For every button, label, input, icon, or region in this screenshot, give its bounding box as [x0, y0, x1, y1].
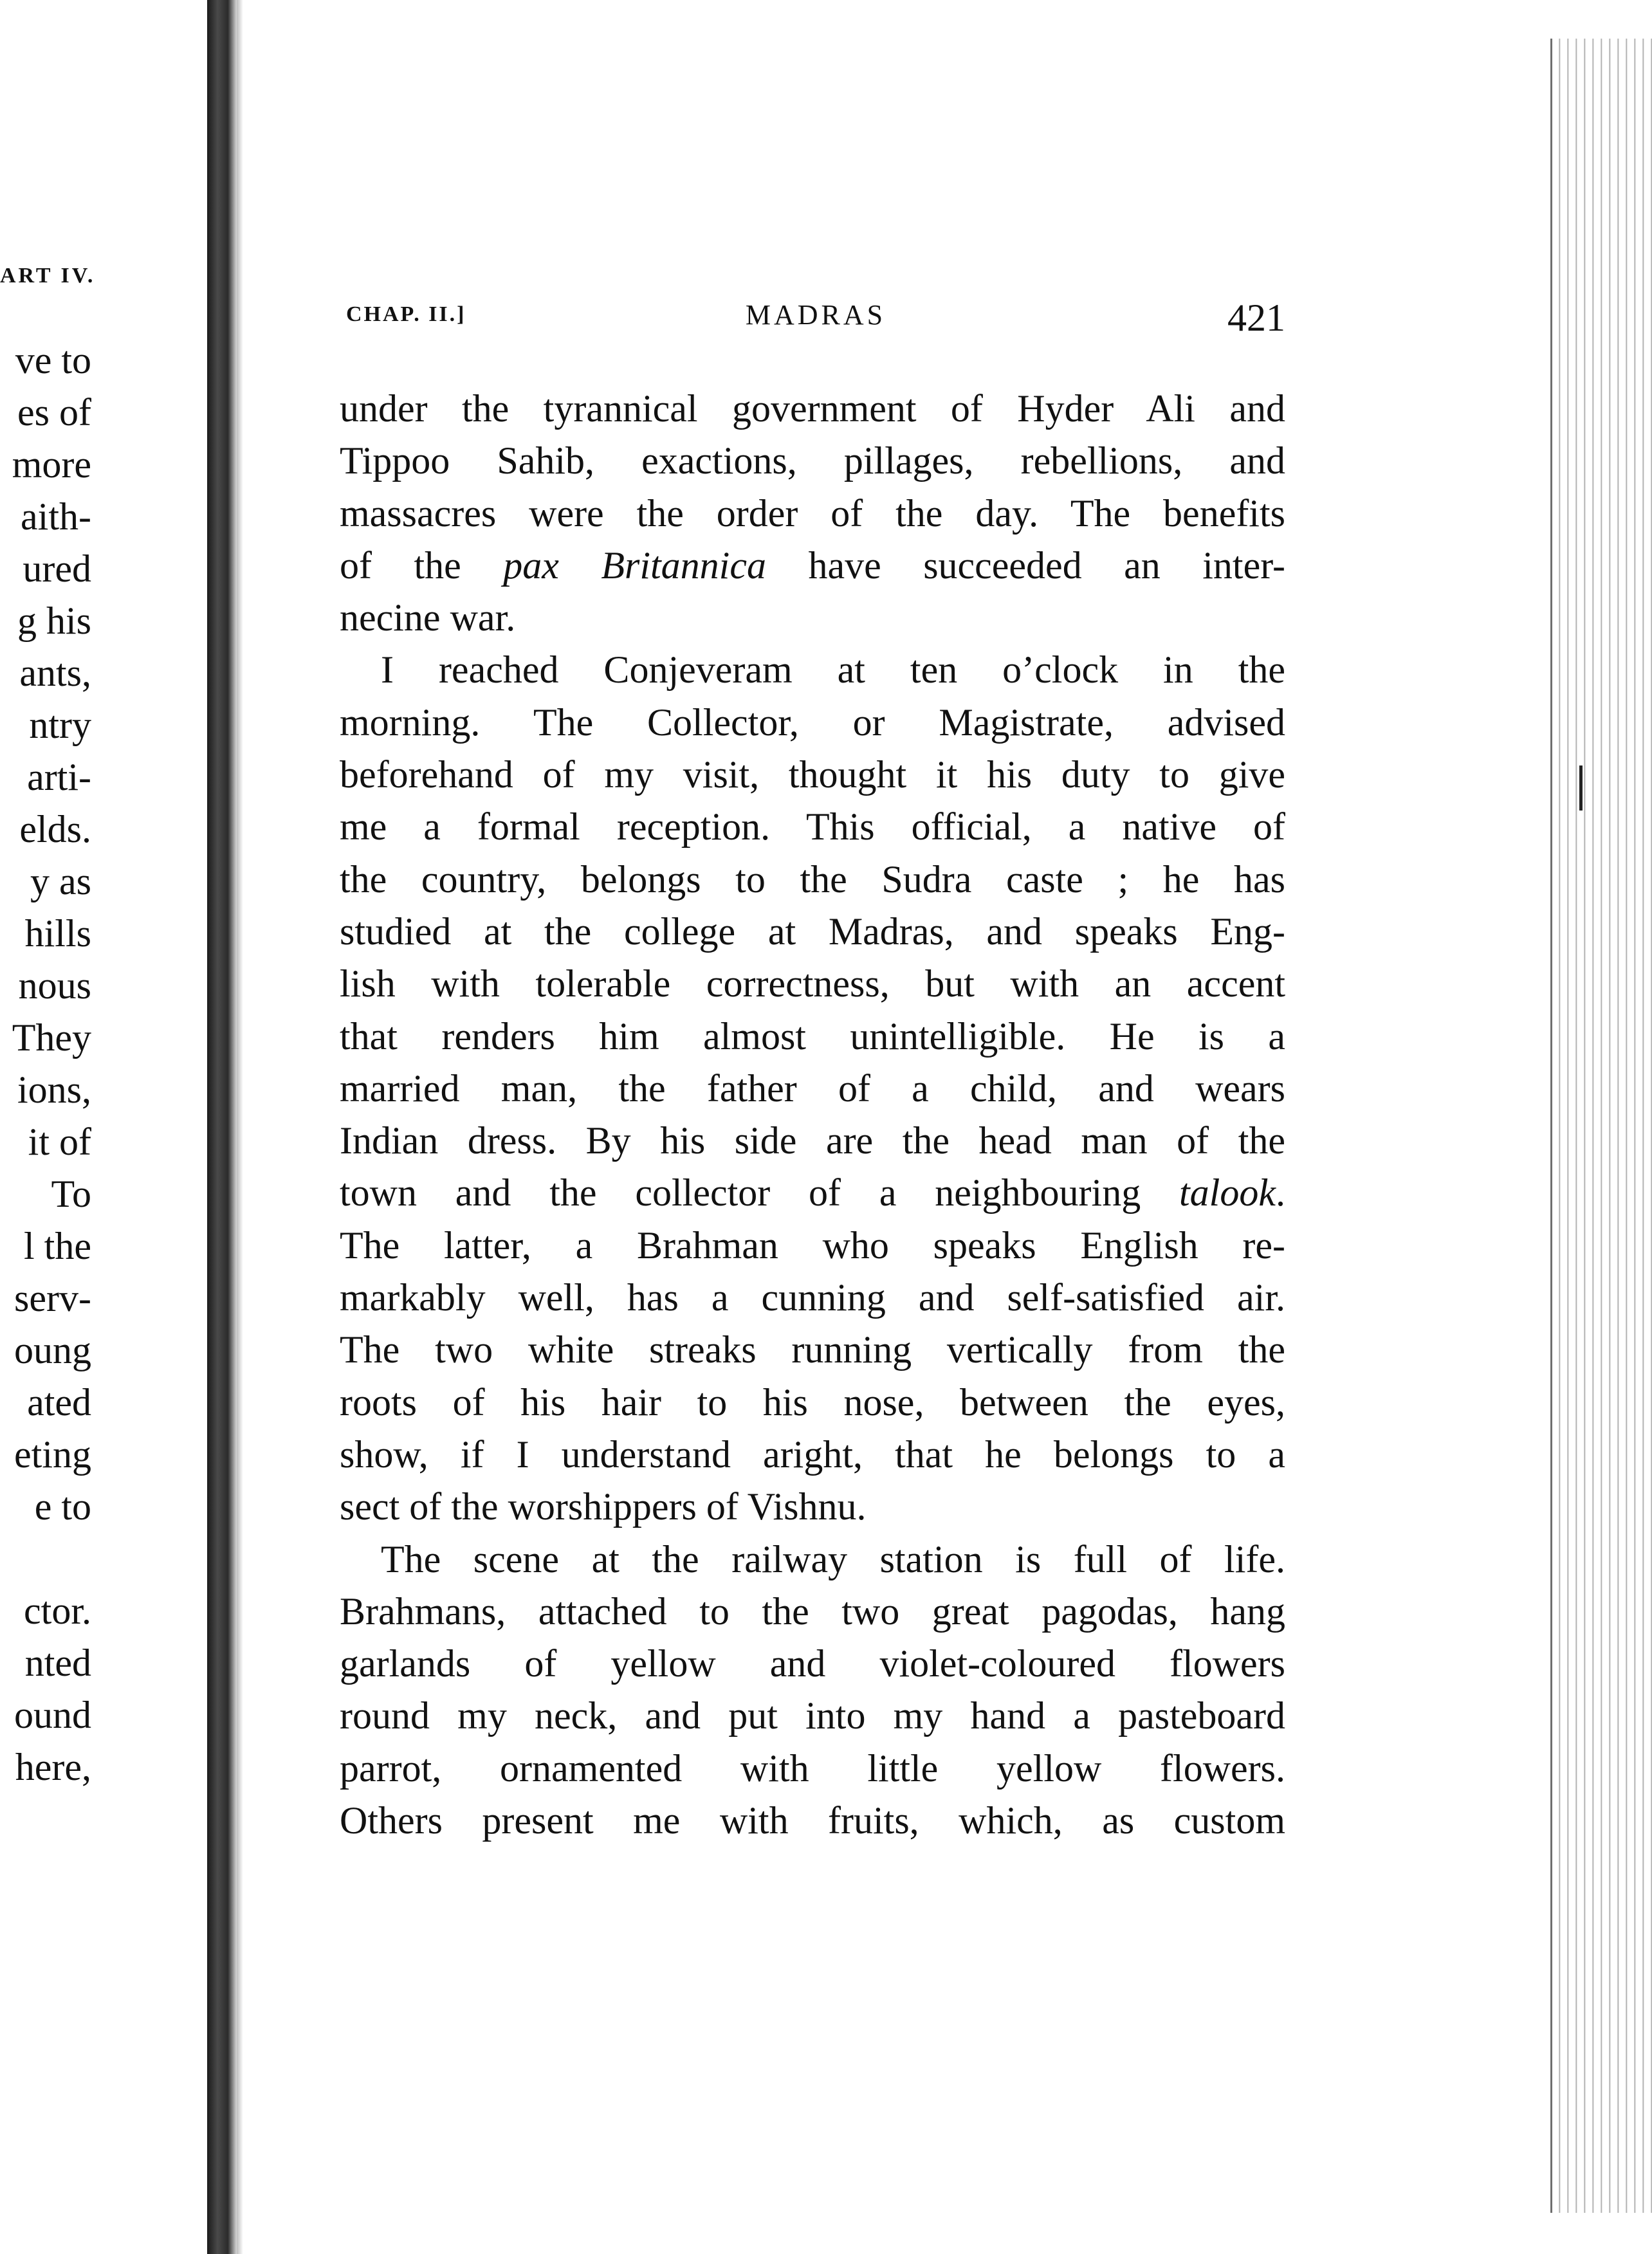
- gutter-shadow: [237, 0, 243, 2254]
- left-line: elds.: [19, 808, 91, 850]
- margin-mark: [1579, 765, 1583, 811]
- text-line: The two white streaks running vertically from the: [340, 1328, 1285, 1371]
- left-line: y as: [30, 860, 91, 903]
- left-line: ants,: [19, 652, 91, 694]
- left-line: aith-: [21, 495, 91, 538]
- left-line: es of: [17, 391, 91, 434]
- chapter-label: CHAP. II.]: [346, 302, 466, 326]
- text-line: The scene at the railway station is full of life.: [381, 1537, 1285, 1581]
- text-line: necine war.: [340, 596, 516, 639]
- left-line: here,: [15, 1746, 91, 1788]
- left-line: hills: [24, 912, 91, 955]
- text-line: Indian dress. By his side are the head man of the: [340, 1119, 1285, 1162]
- text-line: morning. The Collector, or Magistrate, advised: [340, 701, 1285, 744]
- left-line: ated: [27, 1381, 91, 1424]
- left-line: ve to: [15, 339, 91, 381]
- left-line: ions,: [17, 1068, 91, 1111]
- italic-term: pax Britannica: [503, 544, 766, 587]
- book-gutter: [207, 0, 237, 2254]
- left-line: nous: [18, 964, 91, 1007]
- left-line: nted: [24, 1642, 91, 1684]
- left-line: arti-: [27, 756, 91, 798]
- text-line: round my neck, and put into my hand a pasteboard: [340, 1694, 1285, 1737]
- text-line: massacres were the order of the day. The benefits: [340, 491, 1285, 535]
- text-line: studied at the college at Madras, and speaks Eng-: [340, 910, 1285, 953]
- text-line: show, if I understand aright, that he belongs to a: [340, 1433, 1285, 1476]
- text-line: of the pax Britannica have succeeded an inter-: [340, 544, 1285, 587]
- left-line: ound: [14, 1694, 91, 1736]
- left-line: more: [12, 443, 91, 486]
- text-line: parrot, ornamented with little yellow flowers.: [340, 1746, 1285, 1790]
- left-line: eting: [14, 1433, 91, 1476]
- text-line: Tippoo Sahib, exactions, pillages, rebellions, and: [340, 439, 1285, 482]
- left-line: ctor.: [24, 1590, 91, 1632]
- text-line: Brahmans, attached to the two great pagodas, hang: [340, 1590, 1285, 1633]
- page-number: 421: [1227, 297, 1285, 339]
- page-title: MADRAS: [745, 299, 886, 331]
- left-page-fragment: [0, 0, 206, 2254]
- text-line: lish with tolerable correctness, but with an accent: [340, 962, 1285, 1005]
- left-line: l the: [24, 1225, 91, 1267]
- text-line: me a formal reception. This official, a native of: [340, 805, 1285, 848]
- text-line: that renders him almost unintelligible. He is a: [340, 1014, 1285, 1058]
- left-line: serv-: [14, 1277, 91, 1319]
- italic-term: talook: [1179, 1171, 1276, 1214]
- text-line: roots of his hair to his nose, between the eyes,: [340, 1380, 1285, 1424]
- text-line: garlands of yellow and violet-coloured flowers: [340, 1642, 1285, 1685]
- text-line: I reached Conjeveram at ten o’clock in the: [381, 648, 1285, 692]
- running-head: [346, 283, 1285, 339]
- left-line: it of: [28, 1121, 91, 1163]
- left-line: [0, 1533, 91, 1585]
- left-line: oung: [14, 1329, 91, 1371]
- page-edges: [1550, 39, 1652, 2213]
- text-line: beforehand of my visit, thought it his duty to give: [340, 753, 1285, 796]
- text-line: sect of the worshippers of Vishnu.: [340, 1485, 867, 1528]
- left-line: ntry: [29, 704, 91, 746]
- text-line: markably well, has a cunning and self-satisfied air.: [340, 1276, 1285, 1319]
- body-text: [340, 383, 1285, 1847]
- left-page-text: [0, 334, 91, 1793]
- left-line: They: [12, 1016, 91, 1059]
- text-line: under the tyrannical government of Hyder Ali and: [340, 387, 1285, 430]
- text-line: The latter, a Brahman who speaks English re-: [340, 1223, 1285, 1267]
- left-line: ured: [23, 547, 91, 590]
- right-page: [243, 26, 1549, 2226]
- left-line: To: [51, 1173, 91, 1215]
- text-line: married man, the father of a child, and wears: [340, 1067, 1285, 1110]
- text-line: Others present me with fruits, which, as custom: [340, 1799, 1285, 1842]
- text-line: town and the collector of a neighbouring talook.: [340, 1171, 1285, 1214]
- left-line: e to: [34, 1485, 91, 1528]
- text-line: the country, belongs to the Sudra caste ; he has: [340, 857, 1285, 901]
- left-running-head: ART IV.: [0, 264, 96, 288]
- left-line: g his: [17, 600, 91, 642]
